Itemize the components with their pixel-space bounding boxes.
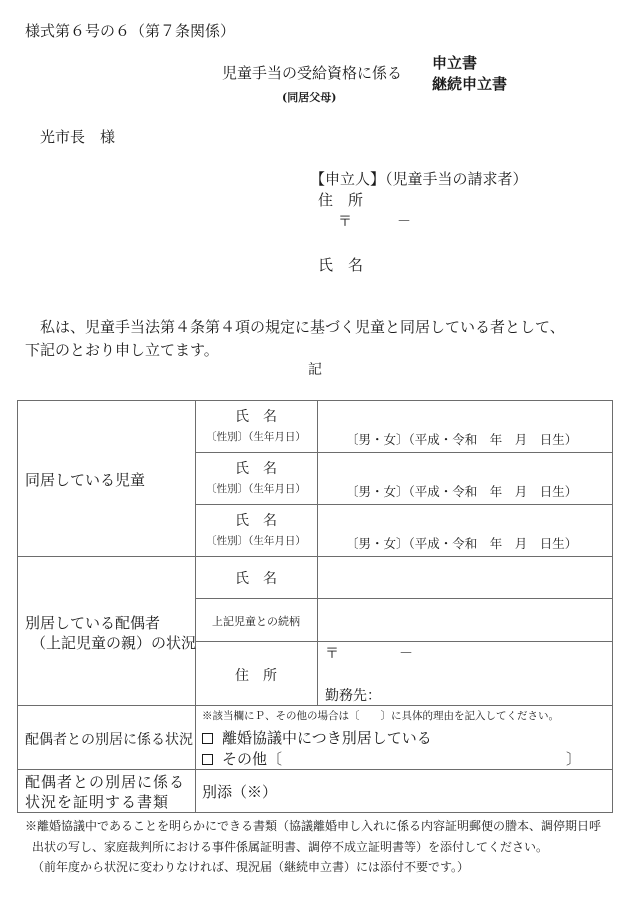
child-gender-birthdate[interactable]: 〔男・女〕（平成・令和 年 月 日生） bbox=[346, 432, 578, 447]
child-sub-label: 〔性別〕（生年月日） bbox=[206, 431, 306, 443]
col-divider-1-lower bbox=[195, 706, 196, 813]
form-kind-continuation: 継続申立書 bbox=[432, 75, 508, 93]
applicant-postal-mark: 〒 bbox=[338, 214, 352, 230]
child-gender-birthdate[interactable]: 〔男・女〕（平成・令和 年 月 日生） bbox=[346, 536, 578, 551]
proof-label-1: 配偶者との別居に係る bbox=[25, 773, 186, 791]
form-subtitle: (同居父母) bbox=[282, 91, 337, 104]
applicant-postal-dash: － bbox=[397, 214, 411, 230]
child-name-label: 氏 名 bbox=[235, 513, 277, 529]
option-divorce-negotiation[interactable] bbox=[202, 727, 432, 748]
col-divider-1 bbox=[195, 401, 196, 706]
details-table bbox=[17, 400, 613, 813]
proof-label-2: 状況を証明する書類 bbox=[25, 793, 170, 811]
applicant-address-label: 住 所 bbox=[318, 191, 364, 209]
section-divider bbox=[18, 769, 613, 770]
spouse-section-label-2: （上記児童の親）の状況 bbox=[31, 634, 197, 652]
ki-heading: 記 bbox=[308, 362, 322, 378]
child-sub-label: 〔性別〕（生年月日） bbox=[206, 483, 306, 495]
spouse-section-label-1: 別居している配偶者 bbox=[25, 614, 161, 632]
proof-value: 別添（※） bbox=[202, 783, 278, 801]
checkbox-icon[interactable] bbox=[202, 733, 213, 744]
row-divider bbox=[195, 504, 613, 505]
form-kind-application: 申立書 bbox=[432, 54, 478, 72]
statement-line-2: 下記のとおり申し立てます。 bbox=[25, 341, 219, 359]
note-line-2: 出状の写し、家庭裁判所における事件係属証明書、調停不成立証明書等）を添付してください。 bbox=[32, 840, 549, 854]
section-divider bbox=[18, 705, 613, 706]
applicant-name-label: 氏 名 bbox=[318, 256, 364, 274]
option-other[interactable] bbox=[202, 748, 282, 769]
cohabiting-children-label: 同居している児童 bbox=[25, 471, 146, 489]
option-label: 離婚協議中につき別居している bbox=[222, 729, 432, 747]
child-name-label: 氏 名 bbox=[235, 461, 277, 477]
spouse-relation-field[interactable] bbox=[318, 599, 612, 641]
statement-line-1: 私は、児童手当法第４条第４項の規定に基づく児童と同居している者として、 bbox=[40, 318, 565, 336]
child-sub-label: 〔性別〕（生年月日） bbox=[206, 535, 306, 547]
col-divider-2 bbox=[317, 401, 318, 706]
addressee: 光市長 様 bbox=[40, 128, 116, 146]
option-label: その他〔 bbox=[222, 750, 283, 768]
form-title: 児童手当の受給資格に係る bbox=[222, 64, 403, 82]
row-divider bbox=[195, 641, 613, 642]
spouse-workplace-label: 勤務先： bbox=[325, 688, 381, 704]
row-divider bbox=[195, 452, 613, 453]
spouse-postal-mark: 〒 bbox=[325, 646, 339, 662]
form-number: 様式第６号の６（第７条関係） bbox=[25, 22, 236, 40]
child-name-label: 氏 名 bbox=[235, 409, 277, 425]
spouse-name-field[interactable] bbox=[318, 557, 612, 598]
option-other-close-bracket: 〕 bbox=[566, 750, 582, 768]
separation-instruction: ※該当欄にＰ、その他の場合は〔 〕に具体的理由を記入してください。 bbox=[202, 710, 559, 722]
child-gender-birthdate[interactable]: 〔男・女〕（平成・令和 年 月 日生） bbox=[346, 484, 578, 499]
note-line-3: （前年度から状況に変わりなければ、現況届（継続申立書）には添付不要です。） bbox=[32, 860, 470, 874]
spouse-relation-label: 上記児童との続柄 bbox=[212, 615, 300, 628]
spouse-postal-dash: － bbox=[399, 646, 413, 662]
spouse-address-label: 住 所 bbox=[235, 668, 277, 684]
applicant-heading: 【申立人】（児童手当の請求者） bbox=[310, 170, 528, 188]
note-line-1: ※離婚協議中であることを明らかにできる書類（協議離婚申し入れに係る内容証明郵便の謄本、調停期日呼 bbox=[25, 819, 602, 833]
separation-status-label: 配偶者との別居に係る状況 bbox=[25, 732, 193, 748]
spouse-name-label: 氏 名 bbox=[235, 571, 277, 587]
checkbox-icon[interactable] bbox=[202, 754, 213, 765]
